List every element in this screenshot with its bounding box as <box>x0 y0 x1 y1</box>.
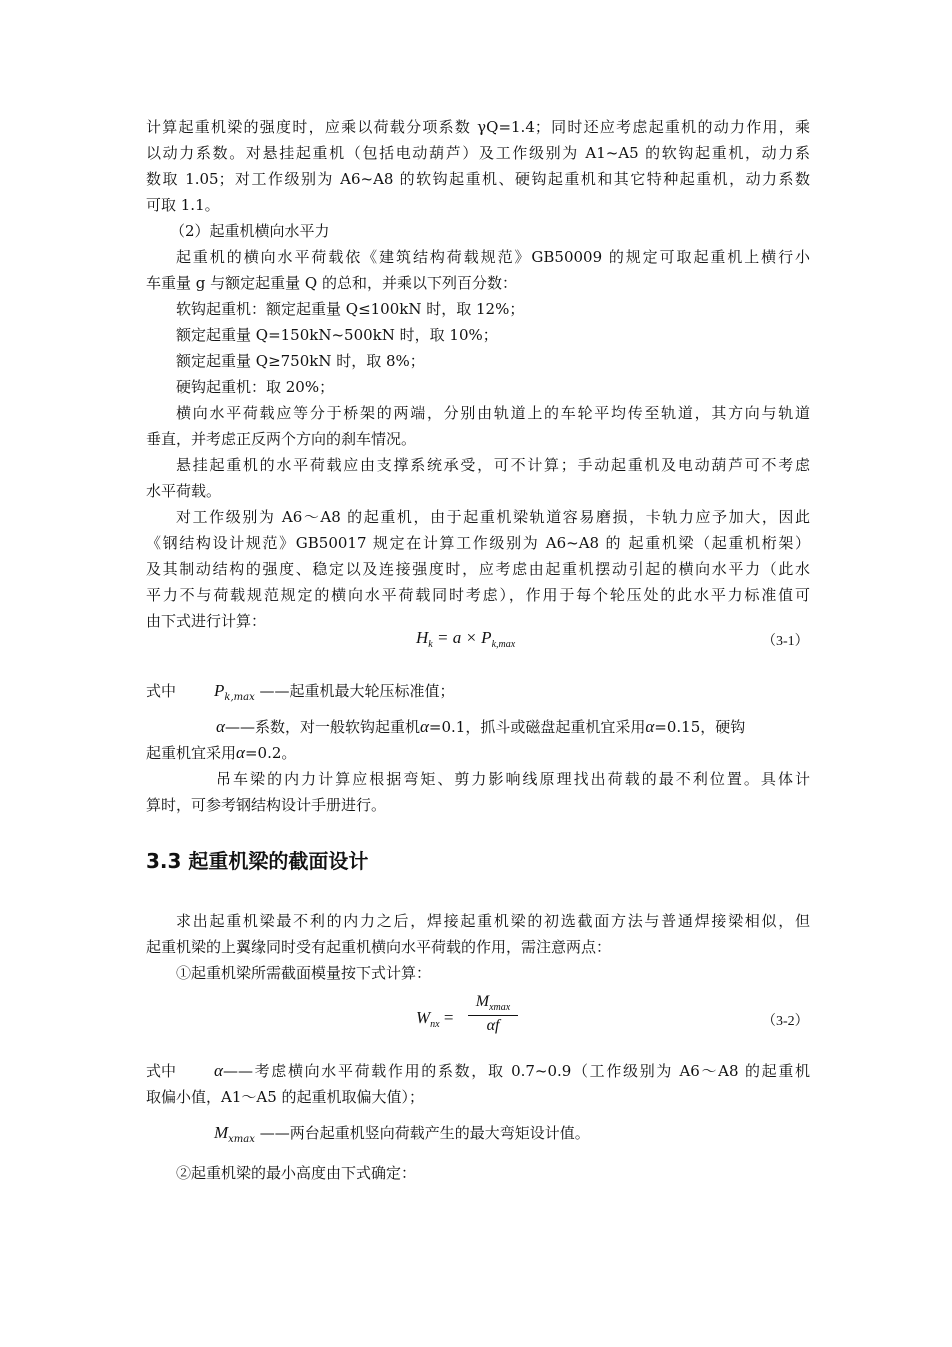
formula-3-2-fraction <box>468 993 518 1039</box>
formula-lhs-sub: nx <box>430 1019 440 1030</box>
fraction-denominator: αf <box>486 1017 500 1034</box>
paragraph-line: 平力不与荷载规范规定的横向水平荷载同时考虑），作用于每个轮压处的此水平力标准值可 <box>146 586 810 604</box>
paragraph-line: 车重量 g 与额定起重量 Q 的总和，并乘以下列百分数： <box>146 274 517 292</box>
formula-3-1 <box>416 628 515 650</box>
where-item <box>214 1120 714 1153</box>
list-item: 软钩起重机：额定起重量 Q≤100kN 时，取 12%； <box>176 300 525 318</box>
where-text: ——两台起重机竖向荷载产生的最大弯矩设计值。 <box>259 1124 590 1142</box>
where-item: 取偏小值，A1～A5 的起重机取偏大值）； <box>146 1088 425 1106</box>
symbol-sub: xmax <box>228 1134 255 1145</box>
formula-rhs-sub: k,max <box>491 639 516 650</box>
formula-lhs: H <box>416 628 429 647</box>
list-item: 额定起重量 Q=150kN~500kN 时，取 10%； <box>176 326 498 344</box>
where-text: ——起重机最大轮压标准值； <box>259 682 455 700</box>
paragraph-line: 《钢结构设计规范》GB50017 规定在计算工作级别为 A6~A8 的 起重机梁（起重机桁架） <box>146 534 810 552</box>
symbol: α <box>236 743 245 762</box>
paragraph-line: 及其制动结构的强度、稳定以及连接强度时，应考虑由起重机摆动引起的横向水平力（此水 <box>146 560 810 578</box>
where-item <box>214 678 614 711</box>
where-text: 起重机宜采用 <box>146 744 237 762</box>
formula-rhs: = a × P <box>436 628 492 647</box>
paragraph-line: 横向水平荷载应等分于桥架的两端，分别由轨道上的车轮平均传至轨道，其方向与轨道 <box>176 404 810 422</box>
subsection-title: （2）起重机横向水平力 <box>170 222 330 240</box>
paragraph-line: 悬挂起重机的水平荷载应由支撑系统承受，可不计算；手动起重机及电动葫芦可不考虑 <box>176 456 810 474</box>
where-text: ——考虑横向水平荷载作用的系数，取 0.7~0.9（工作级别为 A6～A8 的起重机 <box>222 1062 810 1080</box>
paragraph-line: 水平荷载。 <box>146 482 222 500</box>
formula-3-2-lhs <box>416 1008 453 1030</box>
where-item <box>216 714 810 740</box>
paragraph-line: 起重机梁的上翼缘同时受有起重机横向水平荷载的作用，需注意两点： <box>146 938 612 956</box>
symbol: α <box>214 1061 223 1080</box>
formula-lhs-sub: k <box>428 639 433 650</box>
formula-equals: = <box>443 1008 454 1027</box>
paragraph-line: 计算起重机梁的强度时，应乘以荷载分项系数 γQ=1.4；同时还应考虑起重机的动力作用，乘 <box>146 118 810 136</box>
list-item: 额定起重量 Q≥750kN 时，取 8%； <box>176 352 425 370</box>
symbol: M <box>214 1123 229 1142</box>
where-text: =0.15，硬钩 <box>654 718 746 736</box>
symbol-sub: k,max <box>224 692 255 703</box>
list-item: ①起重机梁所需截面模量按下式计算： <box>176 964 432 982</box>
paragraph-line: 求出起重机梁最不利的内力之后，焊接起重机梁的初选截面方法与普通焊接梁相似，但 <box>176 912 810 930</box>
symbol: α <box>645 717 655 736</box>
where-text: ——系数，对一般软钩起重机 <box>224 718 420 736</box>
where-item <box>214 1058 810 1084</box>
paragraph-line: 起重机的横向水平荷载依《建筑结构荷载规范》GB50009 的规定可取起重机上横行小 <box>176 248 810 266</box>
paragraph-line: 算时，可参考钢结构设计手册进行。 <box>146 796 387 814</box>
equation-number: （3-2） <box>762 1014 809 1029</box>
where-text: =0.2。 <box>244 744 297 762</box>
where-item <box>146 740 810 766</box>
symbol: P <box>214 681 225 700</box>
equation-number: （3-1） <box>762 634 809 649</box>
paragraph-line: 可取 1.1。 <box>146 196 220 214</box>
symbol: α <box>216 717 225 736</box>
fraction-numerator: $M_{xmax}$ <box>475 993 511 1013</box>
where-label: 式中 <box>146 1062 177 1080</box>
paragraph-line: 垂直，并考虑正反两个方向的刹车情况。 <box>146 430 417 448</box>
paragraph-line: 数取 1.05；对工作级别为 A6~A8 的软钩起重机、硬钩起重机和其它特种起重机，动力系数 <box>146 170 810 188</box>
where-label: 式中 <box>146 682 177 700</box>
section-heading: 3.3 起重机梁的截面设计 <box>146 849 369 873</box>
fraction-bar <box>468 1015 518 1016</box>
formula-lhs: W <box>416 1008 431 1027</box>
list-item: ②起重机梁的最小高度由下式确定： <box>176 1164 417 1182</box>
paragraph-line: 由下式进行计算： <box>146 612 267 630</box>
paragraph-line: 以动力系数。对悬挂起重机（包括电动葫芦）及工作级别为 A1~A5 的软钩起重机，动力系 <box>146 144 810 162</box>
symbol: α <box>419 717 429 736</box>
where-text: =0.1，抓斗或磁盘起重机宜采用 <box>428 718 646 736</box>
list-item: 硬钩起重机：取 20%； <box>176 378 335 396</box>
paragraph-line: 吊车梁的内力计算应根据弯矩、剪力影响线原理找出荷载的最不利位置。具体计 <box>216 770 810 788</box>
paragraph-line: 对工作级别为 A6～A8 的起重机，由于起重机梁轨道容易磨损，卡轨力应予加大，因此 <box>176 508 810 526</box>
